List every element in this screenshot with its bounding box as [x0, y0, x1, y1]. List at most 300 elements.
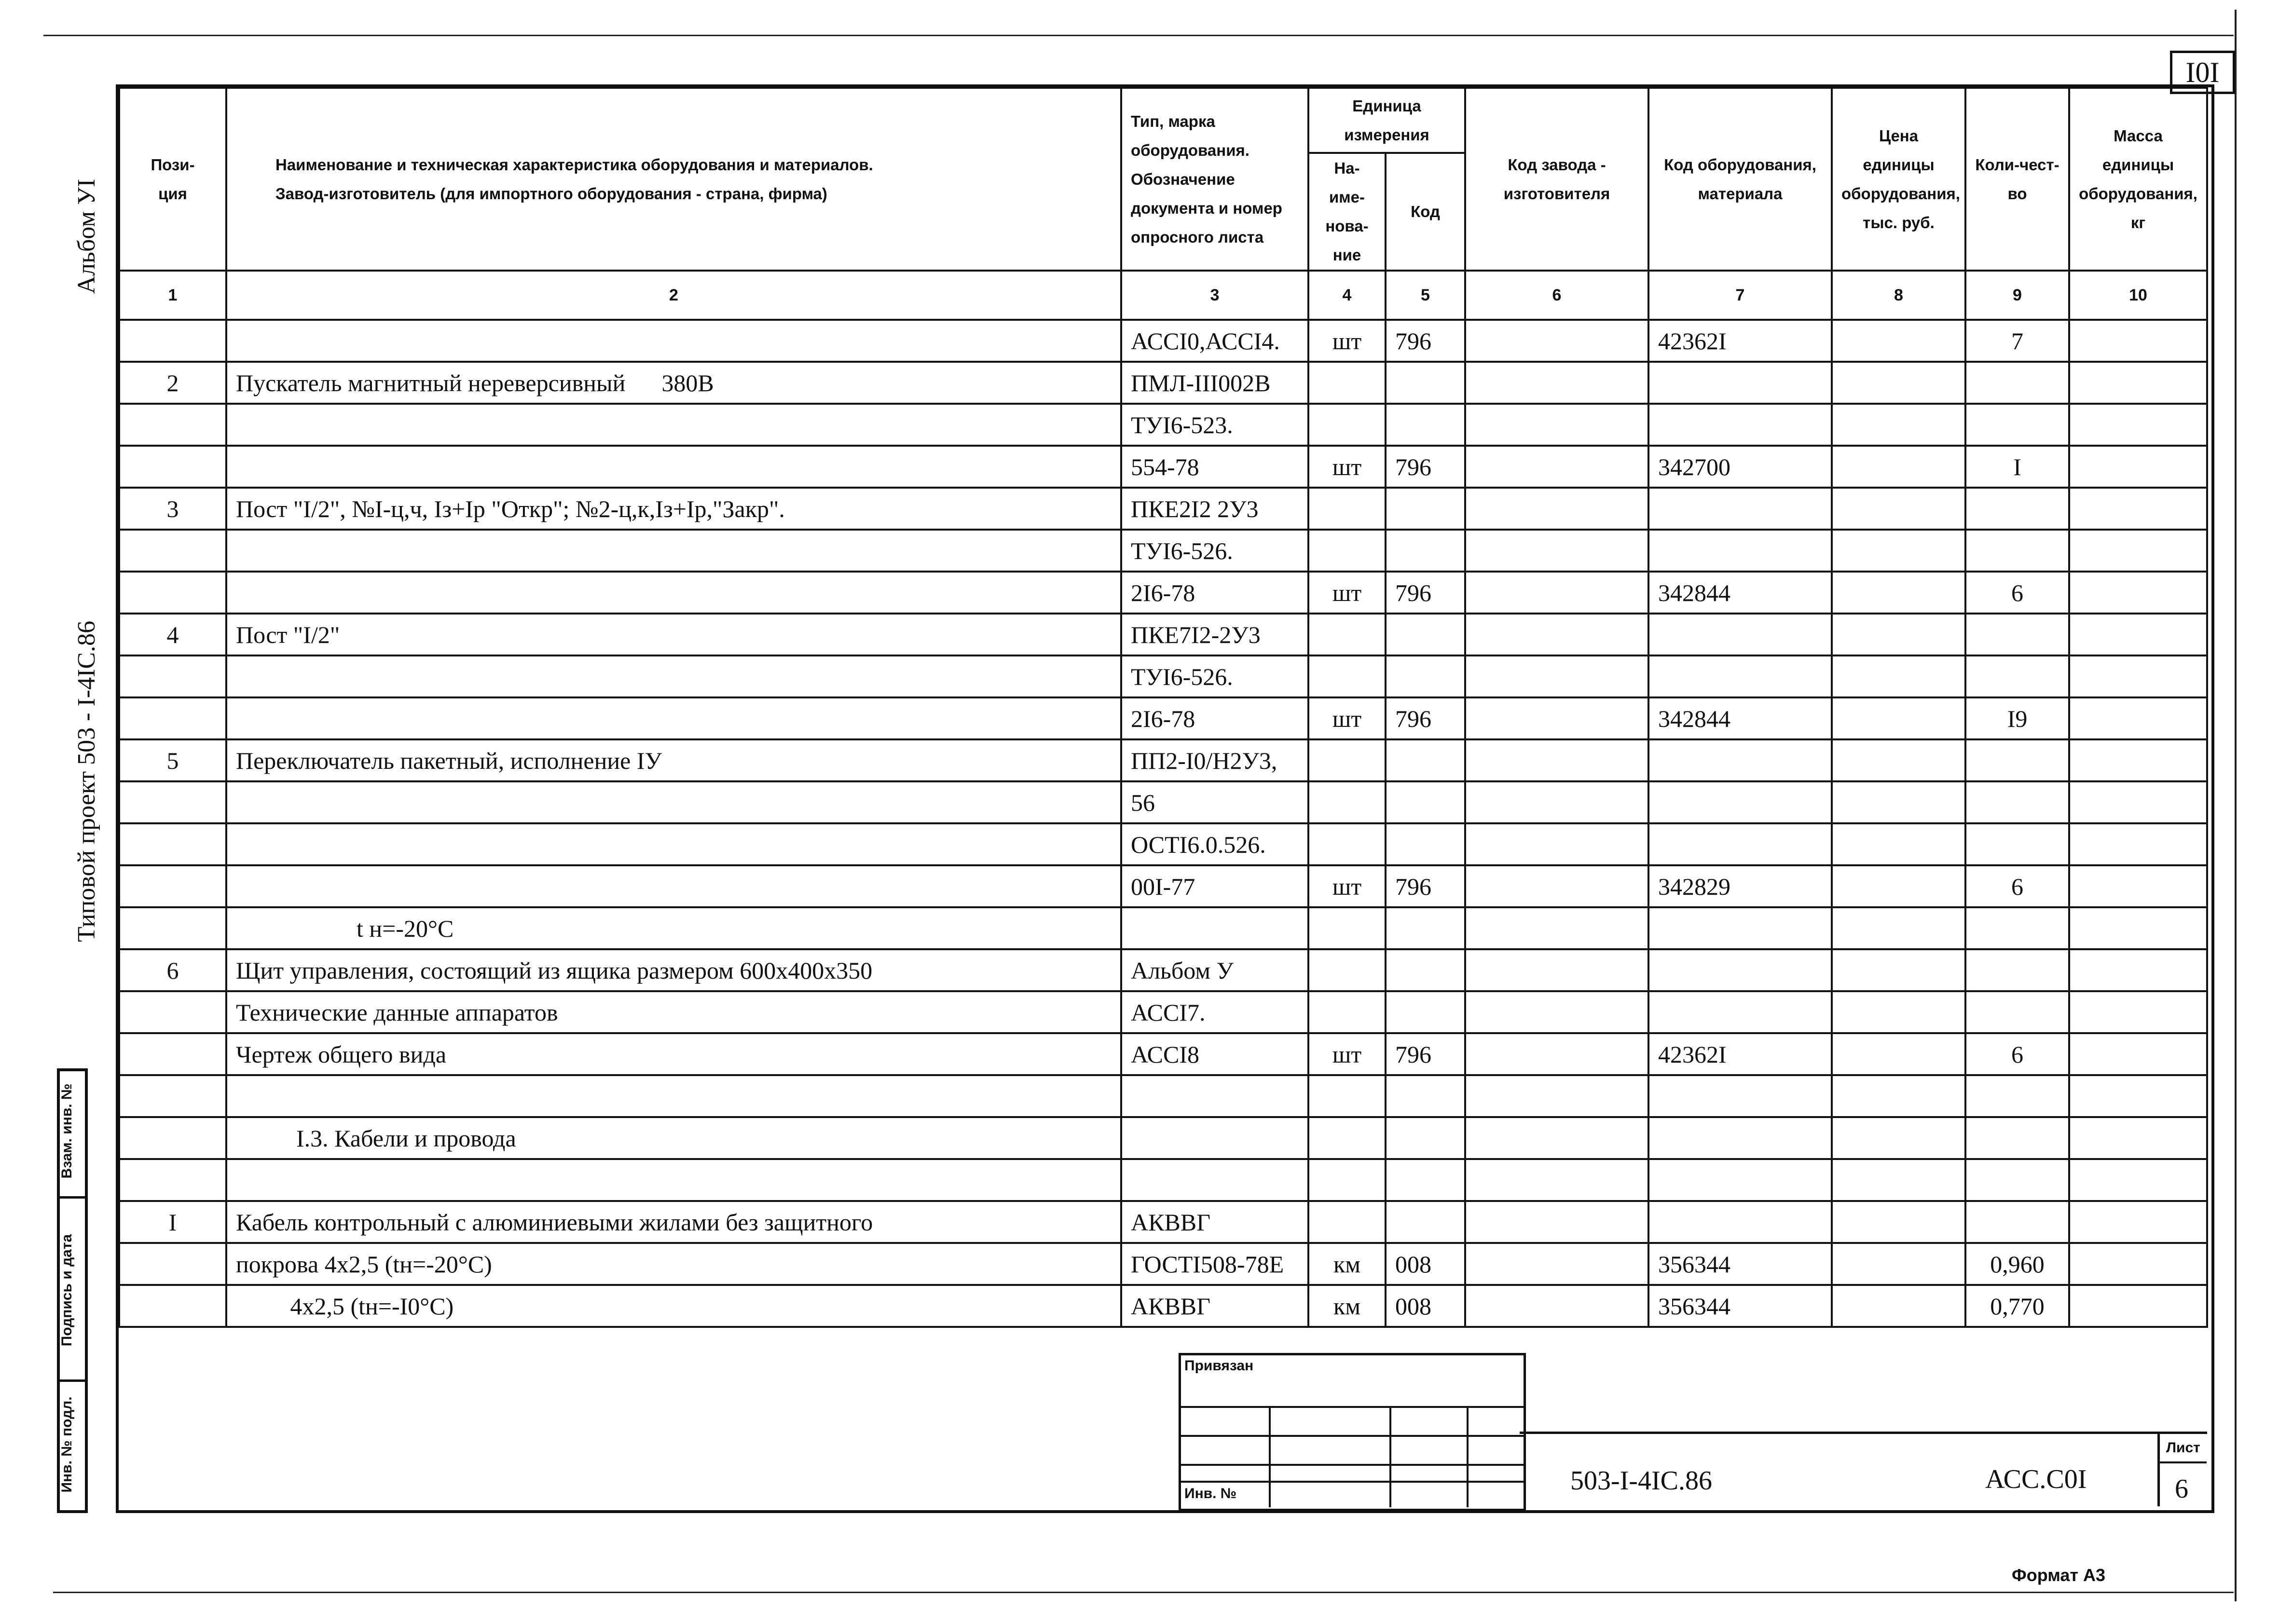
col-number: 4 [1308, 271, 1386, 320]
cell-mass [2069, 1159, 2207, 1201]
cell-price [1832, 572, 1965, 614]
cell-qty [1965, 655, 2069, 697]
cell-plant [1465, 1075, 1648, 1117]
cell-equip: 342700 [1648, 446, 1832, 488]
cell-unit [1308, 614, 1386, 655]
cell-plant [1465, 614, 1648, 655]
table-row [119, 1159, 2207, 1201]
right-rule [2235, 10, 2237, 1601]
cell-equip [1648, 739, 1832, 781]
cell-price [1832, 949, 1965, 991]
cell-qty: 6 [1965, 572, 2069, 614]
cell-mass [2069, 362, 2207, 404]
cell-mass [2069, 991, 2207, 1033]
cell-price [1832, 697, 1965, 739]
cell-type [1121, 907, 1308, 949]
cell-equip: 356344 [1648, 1285, 1832, 1327]
cell-type: АКВВГ [1121, 1201, 1308, 1243]
cell-code [1386, 739, 1465, 781]
cell-name: Пускатель магнитный нереверсивный 380В [226, 362, 1121, 404]
cell-qty: 0,960 [1965, 1243, 2069, 1285]
cell-mass [2069, 1117, 2207, 1159]
cell-name: Чертеж общего вида [226, 1033, 1121, 1075]
cell-unit [1308, 739, 1386, 781]
cell-unit [1308, 655, 1386, 697]
cell-price [1832, 1243, 1965, 1285]
table-row [119, 823, 2207, 865]
cell-code [1386, 991, 1465, 1033]
cell-unit: шт [1308, 572, 1386, 614]
cell-name: покрова 4х2,5 (tн=-20°С) [226, 1243, 1121, 1285]
cell-name: t н=-20°С [226, 907, 1121, 949]
cell-qty [1965, 1075, 2069, 1117]
cell-mass [2069, 1033, 2207, 1075]
table-row [119, 1117, 2207, 1159]
cell-unit: км [1308, 1243, 1386, 1285]
cell-equip: 42362I [1648, 1033, 1832, 1075]
cell-code [1386, 404, 1465, 446]
cell-pos [119, 1285, 226, 1327]
cell-code: 796 [1386, 865, 1465, 907]
cell-pos [119, 655, 226, 697]
cell-equip [1648, 404, 1832, 446]
header-mass: Масса единицы оборудования, кг [2069, 88, 2207, 271]
cell-plant [1465, 1243, 1648, 1285]
cell-code [1386, 1117, 1465, 1159]
col-number: 10 [2069, 271, 2207, 320]
header-unit-code: Код [1386, 153, 1465, 271]
cell-name [226, 865, 1121, 907]
cell-code: 796 [1386, 572, 1465, 614]
header-unit-name: На-име-нова-ние [1308, 153, 1386, 271]
cell-name: Технические данные аппаратов [226, 991, 1121, 1033]
cell-mass [2069, 1075, 2207, 1117]
cell-price [1832, 320, 1965, 362]
inv-no-label: Инв. № [1184, 1486, 1237, 1501]
cell-type: АССI7. [1121, 991, 1308, 1033]
cell-price [1832, 1285, 1965, 1327]
header-equip-code: Код оборудования, материала [1648, 88, 1832, 271]
cell-equip [1648, 991, 1832, 1033]
cell-unit [1308, 530, 1386, 572]
header-pos: Пози- ция [119, 88, 226, 271]
cell-mass [2069, 781, 2207, 823]
cell-mass [2069, 739, 2207, 781]
cell-mass [2069, 446, 2207, 488]
cell-equip [1648, 907, 1832, 949]
cell-price [1832, 362, 1965, 404]
cell-code: 008 [1386, 1285, 1465, 1327]
cell-price [1832, 1033, 1965, 1075]
podpis-data-label: Подпись и дата [59, 1234, 75, 1347]
cell-code: 796 [1386, 697, 1465, 739]
cell-plant [1465, 781, 1648, 823]
cell-name [226, 404, 1121, 446]
cell-plant [1465, 907, 1648, 949]
cell-price [1832, 530, 1965, 572]
cell-pos [119, 697, 226, 739]
cell-unit: шт [1308, 446, 1386, 488]
col-number: 1 [119, 271, 226, 320]
cell-qty [1965, 614, 2069, 655]
cell-qty [1965, 1117, 2069, 1159]
table-row [119, 404, 2207, 446]
cell-plant [1465, 572, 1648, 614]
col-number: 7 [1648, 271, 1832, 320]
table-row [119, 949, 2207, 991]
cell-code: 796 [1386, 1033, 1465, 1075]
cell-pos: 3 [119, 488, 226, 530]
col-number: 8 [1832, 271, 1965, 320]
cell-equip [1648, 781, 1832, 823]
cell-name [226, 697, 1121, 739]
cell-plant [1465, 991, 1648, 1033]
cell-mass [2069, 530, 2207, 572]
cell-code [1386, 1075, 1465, 1117]
cell-pos [119, 1075, 226, 1117]
cell-unit: шт [1308, 1033, 1386, 1075]
cell-equip: 342844 [1648, 697, 1832, 739]
cell-code [1386, 1201, 1465, 1243]
cell-unit [1308, 949, 1386, 991]
header-plant-code: Код завода - изготовителя [1465, 88, 1648, 271]
cell-pos [119, 1033, 226, 1075]
cell-equip [1648, 655, 1832, 697]
cell-mass [2069, 823, 2207, 865]
cell-code: 796 [1386, 446, 1465, 488]
cell-unit [1308, 1159, 1386, 1201]
cell-pos: 4 [119, 614, 226, 655]
header-price: Цена единицы оборудования, тыс. руб. [1832, 88, 1965, 271]
cell-price [1832, 1117, 1965, 1159]
header-qty: Коли-чест-во [1965, 88, 2069, 271]
cell-code [1386, 655, 1465, 697]
cell-equip: 42362I [1648, 320, 1832, 362]
cell-price [1832, 1201, 1965, 1243]
cell-plant [1465, 1033, 1648, 1075]
cell-name [226, 823, 1121, 865]
cell-name [226, 781, 1121, 823]
cell-name: Переключатель пакетный, исполнение IУ [226, 739, 1121, 781]
table-row [119, 362, 2207, 404]
bottom-rule [53, 1592, 2234, 1593]
table-row [119, 1243, 2207, 1285]
cell-code [1386, 614, 1465, 655]
cell-qty [1965, 823, 2069, 865]
cell-name [226, 655, 1121, 697]
cell-price [1832, 655, 1965, 697]
cell-plant [1465, 1201, 1648, 1243]
cell-plant [1465, 404, 1648, 446]
cell-unit [1308, 1117, 1386, 1159]
cell-mass [2069, 1243, 2207, 1285]
table-row [119, 320, 2207, 362]
cell-name: I.3. Кабели и провода [226, 1117, 1121, 1159]
header-name: Наименование и техническая характеристика оборудования и материалов. Завод-изготовитель (для импортного оборудования - страна, фирма) [226, 88, 1121, 271]
cell-mass [2069, 404, 2207, 446]
header-type: Тип, марка оборудования. Обозначение документа и номер опросного листа [1121, 88, 1308, 271]
cell-qty: 0,770 [1965, 1285, 2069, 1327]
cell-unit [1308, 907, 1386, 949]
cell-equip [1648, 362, 1832, 404]
table-row [119, 572, 2207, 614]
cell-code: 008 [1386, 1243, 1465, 1285]
cell-type: ПП2-I0/Н2У3, [1121, 739, 1308, 781]
cell-mass [2069, 572, 2207, 614]
cell-type: 554-78 [1121, 446, 1308, 488]
col-number: 2 [226, 271, 1121, 320]
cell-unit: шт [1308, 865, 1386, 907]
table-row [119, 907, 2207, 949]
cell-qty [1965, 362, 2069, 404]
cell-pos [119, 1117, 226, 1159]
cell-type: АССI0,АССI4. [1121, 320, 1308, 362]
table-row [119, 1033, 2207, 1075]
cell-equip: 342844 [1648, 572, 1832, 614]
table-row [119, 488, 2207, 530]
cell-price [1832, 781, 1965, 823]
cell-pos [119, 1159, 226, 1201]
cell-code [1386, 823, 1465, 865]
cell-pos [119, 1243, 226, 1285]
cell-pos [119, 781, 226, 823]
cell-unit: шт [1308, 697, 1386, 739]
cell-plant [1465, 865, 1648, 907]
cell-code: 796 [1386, 320, 1465, 362]
cell-pos: 5 [119, 739, 226, 781]
cell-name: Кабель контрольный с алюминиевыми жилами без защитного [226, 1201, 1121, 1243]
cell-mass [2069, 865, 2207, 907]
cell-name [226, 1075, 1121, 1117]
cell-plant [1465, 949, 1648, 991]
cell-price [1832, 488, 1965, 530]
cell-price [1832, 823, 1965, 865]
table-row [119, 446, 2207, 488]
cell-type: ПКЕ2I2 2У3 [1121, 488, 1308, 530]
cell-pos: I [119, 1201, 226, 1243]
cell-price [1832, 614, 1965, 655]
table-row [119, 865, 2207, 907]
cell-qty [1965, 488, 2069, 530]
list-number: 6 [2175, 1474, 2188, 1504]
cell-unit [1308, 823, 1386, 865]
side-project: Типовой проект 503 - I-4IC.86 [73, 621, 100, 942]
cell-unit [1308, 1201, 1386, 1243]
cell-type: ТУI6-526. [1121, 655, 1308, 697]
cell-plant [1465, 1159, 1648, 1201]
cell-qty: 6 [1965, 1033, 2069, 1075]
cell-pos: 6 [119, 949, 226, 991]
cell-qty: I9 [1965, 697, 2069, 739]
cell-type: ГОСТI508-78Е [1121, 1243, 1308, 1285]
cell-qty [1965, 907, 2069, 949]
vzam-inv-label: Взам. инв. № [59, 1083, 75, 1179]
table-row [119, 614, 2207, 655]
cell-code [1386, 1159, 1465, 1201]
cell-name [226, 446, 1121, 488]
cell-unit: км [1308, 1285, 1386, 1327]
cell-qty [1965, 991, 2069, 1033]
cell-qty: 7 [1965, 320, 2069, 362]
cell-equip [1648, 614, 1832, 655]
cell-equip [1648, 488, 1832, 530]
cell-unit [1308, 1075, 1386, 1117]
col-number: 9 [1965, 271, 2069, 320]
cell-plant [1465, 1117, 1648, 1159]
cell-pos [119, 823, 226, 865]
cell-plant [1465, 488, 1648, 530]
cell-pos [119, 320, 226, 362]
spec-table [118, 87, 2208, 1328]
col-number: 3 [1121, 271, 1308, 320]
col-number: 6 [1465, 271, 1648, 320]
cell-mass [2069, 1285, 2207, 1327]
format-label: Формат А3 [2012, 1565, 2106, 1585]
cell-mass [2069, 614, 2207, 655]
table-row [119, 1075, 2207, 1117]
cell-pos [119, 991, 226, 1033]
table-row [119, 1201, 2207, 1243]
cell-type: Альбом У [1121, 949, 1308, 991]
cell-equip: 356344 [1648, 1243, 1832, 1285]
cell-type: 2I6-78 [1121, 572, 1308, 614]
cell-unit [1308, 362, 1386, 404]
cell-type [1121, 1159, 1308, 1201]
table-row [119, 655, 2207, 697]
cell-pos [119, 572, 226, 614]
cell-qty [1965, 1159, 2069, 1201]
cell-name: 4х2,5 (tн=-I0°С) [226, 1285, 1121, 1327]
cell-mass [2069, 949, 2207, 991]
doc-code: 503-I-4IC.86 [1570, 1466, 1712, 1496]
cell-pos [119, 446, 226, 488]
cell-qty [1965, 404, 2069, 446]
cell-price [1832, 446, 1965, 488]
cell-type: ОСТI6.0.526. [1121, 823, 1308, 865]
cell-qty [1965, 530, 2069, 572]
cell-code [1386, 949, 1465, 991]
cell-plant [1465, 446, 1648, 488]
col-number: 5 [1386, 271, 1465, 320]
header-unit-group: Единица измерения [1308, 88, 1465, 153]
cell-equip [1648, 1075, 1832, 1117]
cell-unit [1308, 404, 1386, 446]
cell-qty [1965, 949, 2069, 991]
cell-pos [119, 404, 226, 446]
top-rule [43, 35, 2234, 36]
list-label: Лист [2166, 1440, 2200, 1456]
cell-pos [119, 530, 226, 572]
cell-unit [1308, 488, 1386, 530]
cell-equip [1648, 949, 1832, 991]
cell-price [1832, 404, 1965, 446]
cell-price [1832, 1075, 1965, 1117]
sheet-number: I0I [2170, 51, 2235, 94]
cell-plant [1465, 697, 1648, 739]
cell-name: Щит управления, состоящий из ящика размером 600х400х350 [226, 949, 1121, 991]
table-row [119, 530, 2207, 572]
cell-mass [2069, 1201, 2207, 1243]
cell-name: Пост "I/2" [226, 614, 1121, 655]
cell-qty: 6 [1965, 865, 2069, 907]
cell-name [226, 1159, 1121, 1201]
cell-qty: I [1965, 446, 2069, 488]
cell-type: ПМЛ-III002В [1121, 362, 1308, 404]
cell-plant [1465, 1285, 1648, 1327]
cell-code [1386, 488, 1465, 530]
cell-name: Пост "I/2", №I-ц,ч, Iз+Iр "Откр"; №2-ц,к,Iз+Iр,"Закр". [226, 488, 1121, 530]
cell-code [1386, 781, 1465, 823]
cell-code [1386, 362, 1465, 404]
cell-code [1386, 907, 1465, 949]
cell-qty [1965, 1201, 2069, 1243]
cell-plant [1465, 823, 1648, 865]
table-row [119, 739, 2207, 781]
cell-mass [2069, 697, 2207, 739]
cell-qty [1965, 781, 2069, 823]
cell-plant [1465, 530, 1648, 572]
column-number-row [119, 271, 2207, 320]
cell-plant [1465, 362, 1648, 404]
cell-equip [1648, 1201, 1832, 1243]
cell-type: 56 [1121, 781, 1308, 823]
cell-price [1832, 739, 1965, 781]
cell-name [226, 320, 1121, 362]
doc-mark: АСС.С0I [1985, 1464, 2087, 1494]
cell-type: ТУI6-526. [1121, 530, 1308, 572]
cell-code [1386, 530, 1465, 572]
cell-equip: 342829 [1648, 865, 1832, 907]
cell-unit: шт [1308, 320, 1386, 362]
cell-mass [2069, 907, 2207, 949]
cell-pos: 2 [119, 362, 226, 404]
cell-mass [2069, 655, 2207, 697]
cell-type: АССI8 [1121, 1033, 1308, 1075]
cell-price [1832, 865, 1965, 907]
inv-podl-label: Инв. № подл. [59, 1396, 75, 1493]
cell-type [1121, 1075, 1308, 1117]
table-row [119, 1285, 2207, 1327]
cell-equip [1648, 1117, 1832, 1159]
cell-name [226, 530, 1121, 572]
cell-unit [1308, 781, 1386, 823]
side-album: Альбом УI [73, 178, 100, 294]
cell-plant [1465, 655, 1648, 697]
cell-equip [1648, 1159, 1832, 1201]
cell-qty [1965, 739, 2069, 781]
cell-type: ТУI6-523. [1121, 404, 1308, 446]
cell-pos [119, 865, 226, 907]
cell-equip [1648, 530, 1832, 572]
cell-type [1121, 1117, 1308, 1159]
cell-name [226, 572, 1121, 614]
cell-unit [1308, 991, 1386, 1033]
table-row [119, 697, 2207, 739]
table-row [119, 781, 2207, 823]
cell-mass [2069, 488, 2207, 530]
table-row [119, 991, 2207, 1033]
cell-plant [1465, 739, 1648, 781]
cell-type: 2I6-78 [1121, 697, 1308, 739]
cell-price [1832, 991, 1965, 1033]
privyazan-label: Привязан [1184, 1358, 1254, 1374]
cell-pos [119, 907, 226, 949]
cell-plant [1465, 320, 1648, 362]
cell-mass [2069, 320, 2207, 362]
cell-type: АКВВГ [1121, 1285, 1308, 1327]
cell-type: 00I-77 [1121, 865, 1308, 907]
cell-price [1832, 1159, 1965, 1201]
